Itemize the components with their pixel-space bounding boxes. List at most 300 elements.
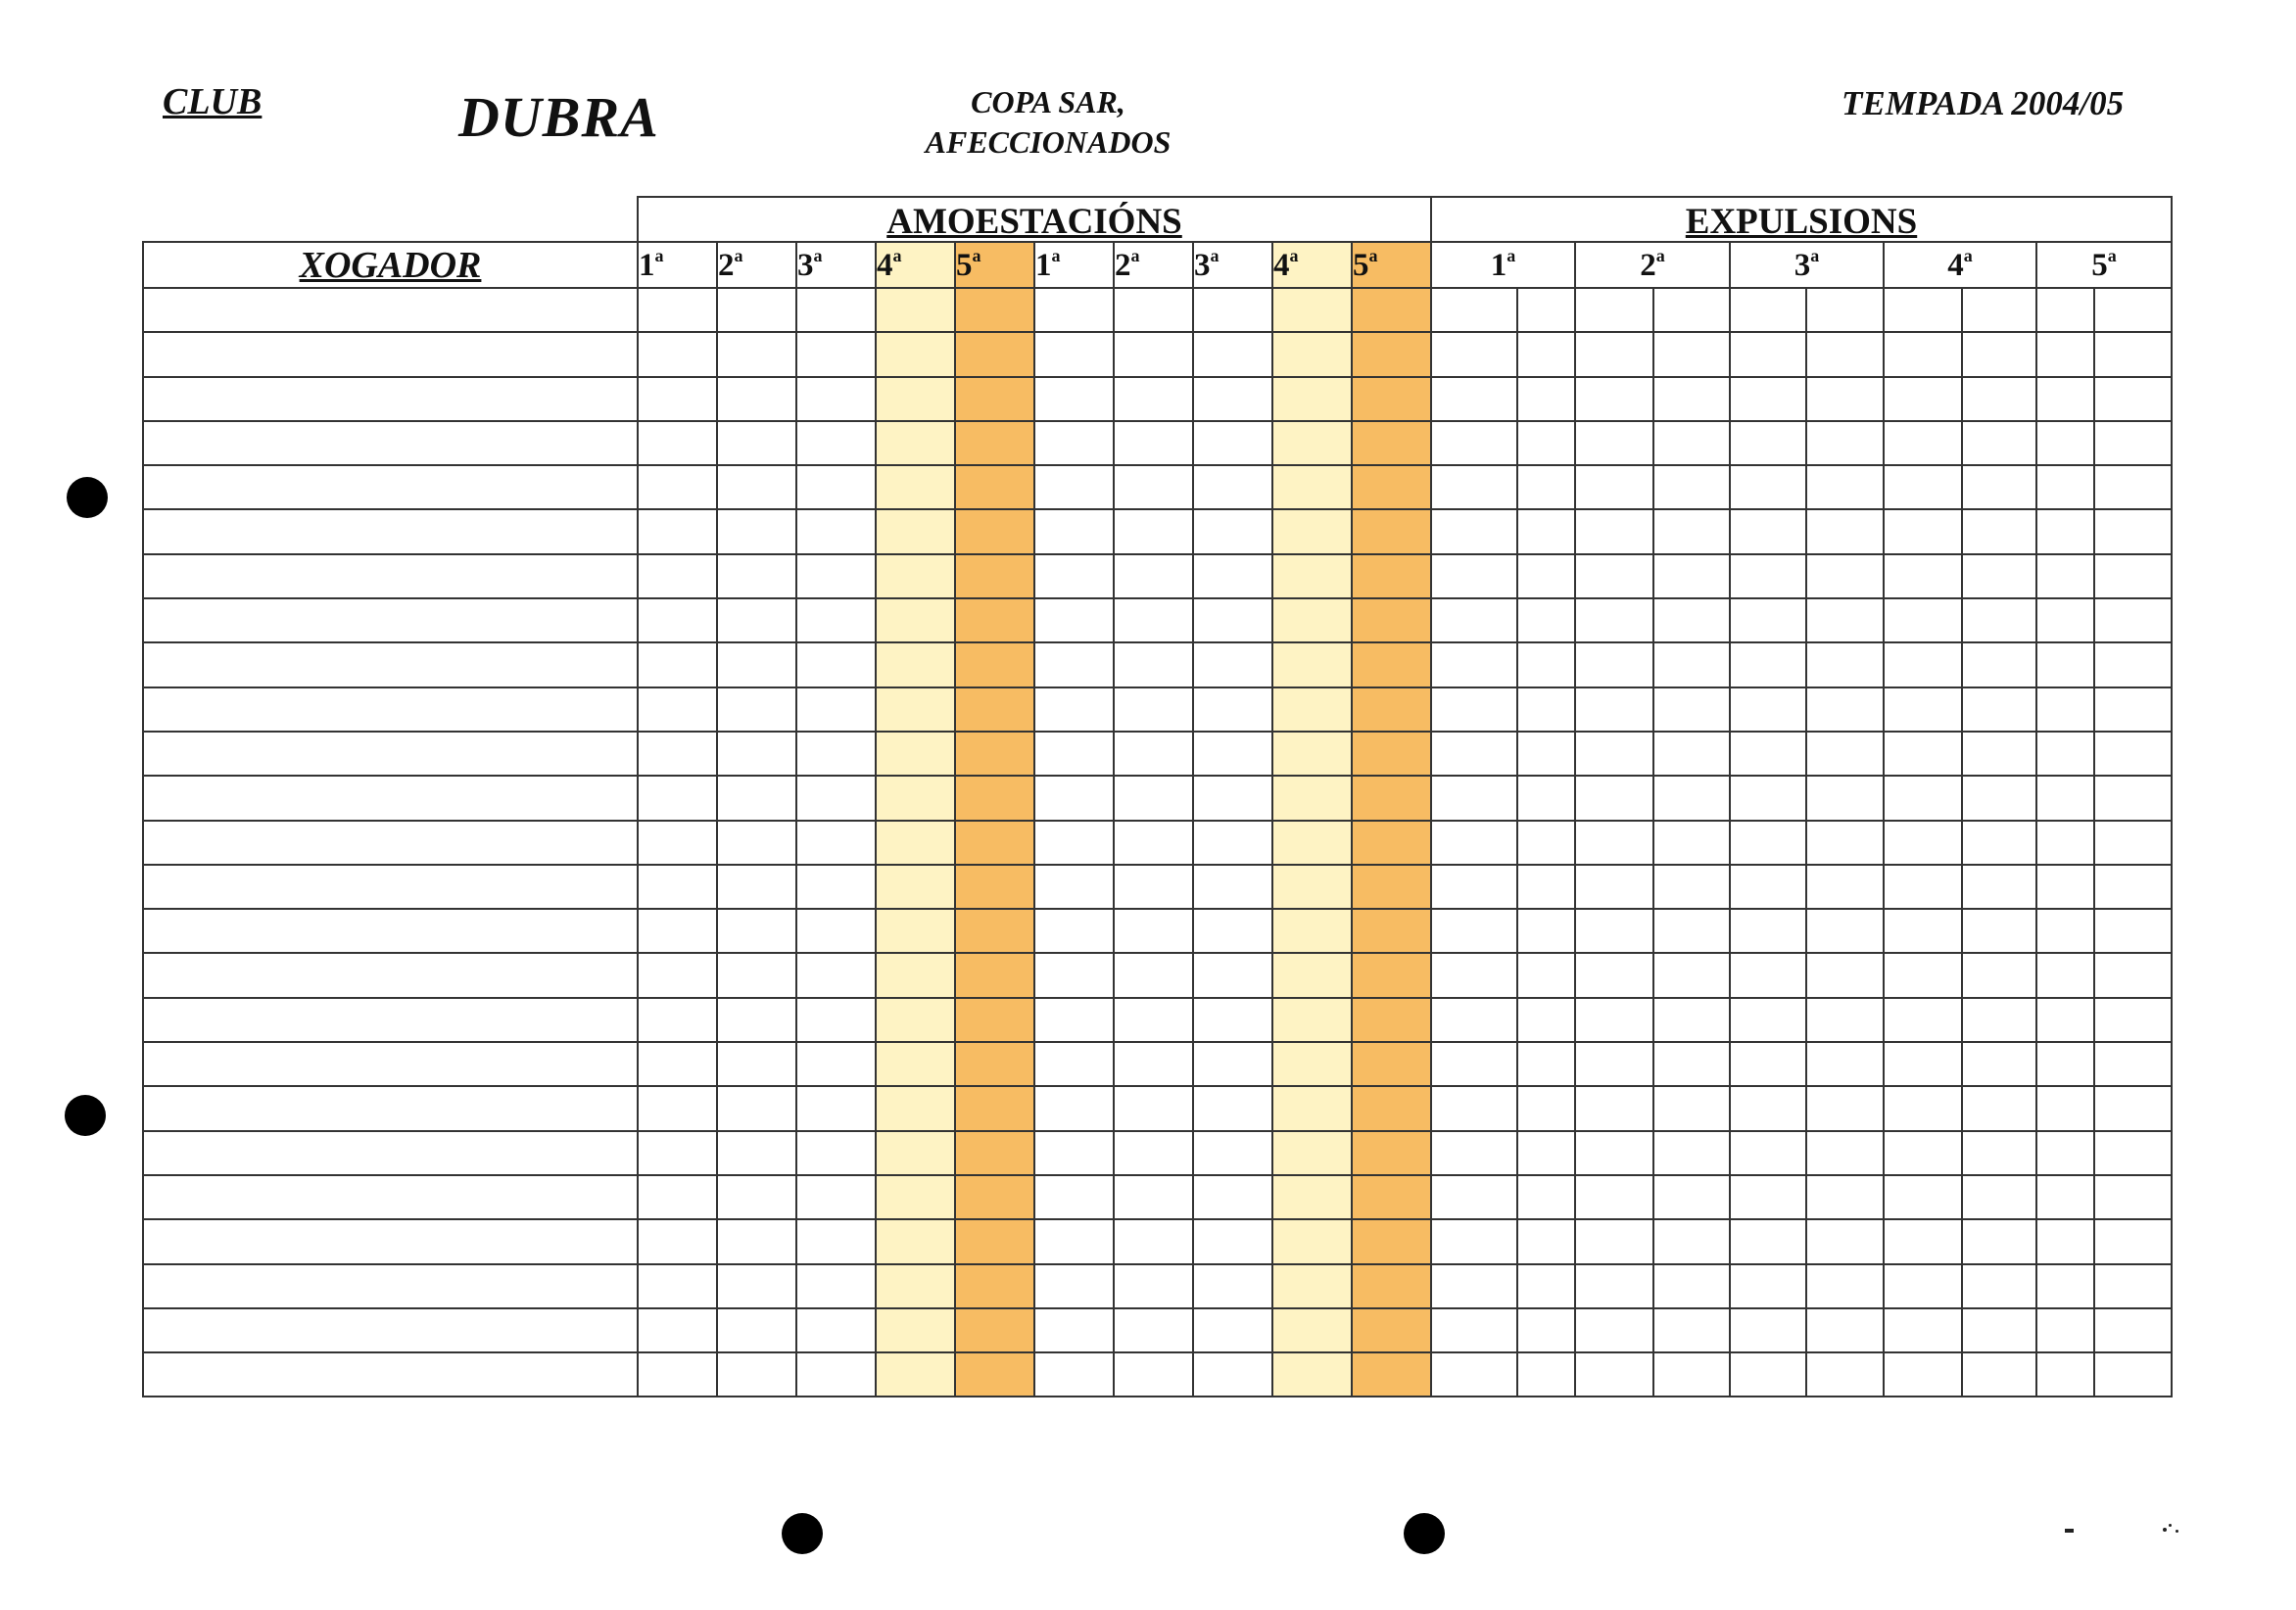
warning-cell[interactable] — [1034, 1131, 1114, 1175]
warning-cell[interactable] — [1114, 998, 1193, 1042]
warning-cell[interactable] — [796, 288, 876, 332]
warning-cell[interactable] — [638, 554, 717, 598]
warning-cell[interactable] — [876, 1308, 955, 1352]
warning-cell[interactable] — [955, 1042, 1034, 1086]
expulsion-cell[interactable] — [1730, 1086, 1806, 1130]
expulsion-cell[interactable] — [1431, 1308, 1517, 1352]
expulsion-cell[interactable] — [1653, 953, 1730, 997]
warning-cell[interactable] — [876, 288, 955, 332]
expulsion-cell[interactable] — [1517, 1264, 1575, 1308]
expulsion-cell[interactable] — [1962, 1086, 2036, 1130]
warning-cell[interactable] — [1034, 998, 1114, 1042]
expulsion-cell[interactable] — [1653, 332, 1730, 376]
warning-cell[interactable] — [1272, 421, 1352, 465]
warning-cell[interactable] — [1193, 821, 1272, 865]
expulsion-cell[interactable] — [1575, 732, 1653, 776]
expulsion-cell[interactable] — [1884, 1264, 1962, 1308]
warning-cell[interactable] — [876, 421, 955, 465]
expulsion-cell[interactable] — [1962, 332, 2036, 376]
warning-cell[interactable] — [955, 865, 1034, 909]
warning-cell[interactable] — [1193, 953, 1272, 997]
expulsion-cell[interactable] — [1653, 821, 1730, 865]
expulsion-cell[interactable] — [1884, 732, 1962, 776]
player-name-cell[interactable] — [143, 776, 638, 820]
player-name-cell[interactable] — [143, 1042, 638, 1086]
expulsion-cell[interactable] — [1517, 1308, 1575, 1352]
warning-cell[interactable] — [717, 465, 796, 509]
expulsion-cell[interactable] — [2094, 953, 2172, 997]
expulsion-cell[interactable] — [2036, 1352, 2094, 1397]
warning-cell[interactable] — [1352, 288, 1431, 332]
warning-cell[interactable] — [1193, 1175, 1272, 1219]
warning-cell[interactable] — [638, 598, 717, 642]
warning-cell[interactable] — [1193, 1086, 1272, 1130]
expulsion-cell[interactable] — [1653, 598, 1730, 642]
expulsion-cell[interactable] — [1730, 821, 1806, 865]
expulsion-cell[interactable] — [1884, 332, 1962, 376]
warning-cell[interactable] — [876, 598, 955, 642]
expulsion-cell[interactable] — [1884, 1219, 1962, 1263]
expulsion-cell[interactable] — [1575, 288, 1653, 332]
expulsion-cell[interactable] — [2036, 598, 2094, 642]
warning-cell[interactable] — [796, 1175, 876, 1219]
warning-cell[interactable] — [796, 732, 876, 776]
warning-cell[interactable] — [1034, 332, 1114, 376]
expulsion-cell[interactable] — [1884, 465, 1962, 509]
warning-cell[interactable] — [638, 288, 717, 332]
player-name-cell[interactable] — [143, 1219, 638, 1263]
expulsion-cell[interactable] — [2094, 377, 2172, 421]
warning-cell[interactable] — [1114, 909, 1193, 953]
warning-cell[interactable] — [876, 865, 955, 909]
player-name-cell[interactable] — [143, 1131, 638, 1175]
warning-cell[interactable] — [638, 953, 717, 997]
expulsion-cell[interactable] — [1806, 953, 1884, 997]
warning-cell[interactable] — [1193, 642, 1272, 687]
warning-cell[interactable] — [1193, 465, 1272, 509]
warning-cell[interactable] — [1114, 377, 1193, 421]
warning-cell[interactable] — [955, 998, 1034, 1042]
expulsion-cell[interactable] — [2094, 909, 2172, 953]
warning-cell[interactable] — [796, 1308, 876, 1352]
expulsion-cell[interactable] — [1806, 909, 1884, 953]
warning-cell[interactable] — [1352, 998, 1431, 1042]
expulsion-cell[interactable] — [1730, 1219, 1806, 1263]
warning-cell[interactable] — [638, 1264, 717, 1308]
warning-cell[interactable] — [717, 953, 796, 997]
expulsion-cell[interactable] — [1962, 642, 2036, 687]
expulsion-cell[interactable] — [1653, 1175, 1730, 1219]
warning-cell[interactable] — [717, 1175, 796, 1219]
expulsion-cell[interactable] — [1962, 1219, 2036, 1263]
warning-cell[interactable] — [638, 509, 717, 553]
warning-cell[interactable] — [1193, 687, 1272, 732]
expulsion-cell[interactable] — [1517, 509, 1575, 553]
warning-cell[interactable] — [1034, 509, 1114, 553]
expulsion-cell[interactable] — [1653, 909, 1730, 953]
warning-cell[interactable] — [638, 1219, 717, 1263]
expulsion-cell[interactable] — [1806, 998, 1884, 1042]
expulsion-cell[interactable] — [1962, 1352, 2036, 1397]
warning-cell[interactable] — [1034, 776, 1114, 820]
expulsion-cell[interactable] — [2036, 1131, 2094, 1175]
player-name-cell[interactable] — [143, 953, 638, 997]
player-name-cell[interactable] — [143, 509, 638, 553]
warning-cell[interactable] — [876, 377, 955, 421]
expulsion-cell[interactable] — [1962, 1175, 2036, 1219]
expulsion-cell[interactable] — [1806, 732, 1884, 776]
expulsion-cell[interactable] — [1517, 1042, 1575, 1086]
warning-cell[interactable] — [1114, 953, 1193, 997]
expulsion-cell[interactable] — [1517, 288, 1575, 332]
warning-cell[interactable] — [955, 953, 1034, 997]
warning-cell[interactable] — [955, 288, 1034, 332]
warning-cell[interactable] — [1272, 377, 1352, 421]
expulsion-cell[interactable] — [1575, 998, 1653, 1042]
warning-cell[interactable] — [1193, 865, 1272, 909]
warning-cell[interactable] — [717, 509, 796, 553]
expulsion-cell[interactable] — [1730, 377, 1806, 421]
warning-cell[interactable] — [955, 554, 1034, 598]
warning-cell[interactable] — [717, 1264, 796, 1308]
expulsion-cell[interactable] — [1517, 465, 1575, 509]
expulsion-cell[interactable] — [1962, 821, 2036, 865]
warning-cell[interactable] — [955, 1175, 1034, 1219]
warning-cell[interactable] — [638, 377, 717, 421]
warning-cell[interactable] — [955, 687, 1034, 732]
warning-cell[interactable] — [1352, 821, 1431, 865]
expulsion-cell[interactable] — [1575, 1131, 1653, 1175]
warning-cell[interactable] — [1352, 465, 1431, 509]
player-name-cell[interactable] — [143, 865, 638, 909]
expulsion-cell[interactable] — [1517, 377, 1575, 421]
expulsion-cell[interactable] — [2094, 421, 2172, 465]
expulsion-cell[interactable] — [1884, 1042, 1962, 1086]
expulsion-cell[interactable] — [1575, 821, 1653, 865]
expulsion-cell[interactable] — [2094, 1042, 2172, 1086]
warning-cell[interactable] — [1193, 1042, 1272, 1086]
warning-cell[interactable] — [876, 1042, 955, 1086]
warning-cell[interactable] — [1272, 732, 1352, 776]
warning-cell[interactable] — [1352, 776, 1431, 820]
warning-cell[interactable] — [796, 377, 876, 421]
expulsion-cell[interactable] — [2094, 821, 2172, 865]
warning-cell[interactable] — [876, 732, 955, 776]
warning-cell[interactable] — [876, 1131, 955, 1175]
warning-cell[interactable] — [1352, 554, 1431, 598]
warning-cell[interactable] — [796, 821, 876, 865]
warning-cell[interactable] — [1193, 554, 1272, 598]
warning-cell[interactable] — [1272, 554, 1352, 598]
expulsion-cell[interactable] — [1884, 1175, 1962, 1219]
expulsion-cell[interactable] — [2094, 1219, 2172, 1263]
warning-cell[interactable] — [638, 909, 717, 953]
warning-cell[interactable] — [1272, 1308, 1352, 1352]
expulsion-cell[interactable] — [2094, 1086, 2172, 1130]
warning-cell[interactable] — [1114, 865, 1193, 909]
expulsion-cell[interactable] — [2036, 998, 2094, 1042]
player-name-cell[interactable] — [143, 465, 638, 509]
expulsion-cell[interactable] — [1517, 554, 1575, 598]
expulsion-cell[interactable] — [1806, 1042, 1884, 1086]
expulsion-cell[interactable] — [1575, 865, 1653, 909]
expulsion-cell[interactable] — [1730, 1352, 1806, 1397]
warning-cell[interactable] — [955, 465, 1034, 509]
expulsion-cell[interactable] — [1575, 776, 1653, 820]
expulsion-cell[interactable] — [1962, 288, 2036, 332]
warning-cell[interactable] — [1034, 598, 1114, 642]
expulsion-cell[interactable] — [1575, 465, 1653, 509]
warning-cell[interactable] — [1272, 1131, 1352, 1175]
warning-cell[interactable] — [1193, 1352, 1272, 1397]
warning-cell[interactable] — [1193, 288, 1272, 332]
expulsion-cell[interactable] — [1730, 465, 1806, 509]
player-name-cell[interactable] — [143, 732, 638, 776]
expulsion-cell[interactable] — [1431, 687, 1517, 732]
warning-cell[interactable] — [955, 598, 1034, 642]
warning-cell[interactable] — [717, 865, 796, 909]
warning-cell[interactable] — [638, 998, 717, 1042]
expulsion-cell[interactable] — [1653, 1086, 1730, 1130]
expulsion-cell[interactable] — [1730, 909, 1806, 953]
expulsion-cell[interactable] — [1575, 1219, 1653, 1263]
warning-cell[interactable] — [955, 1264, 1034, 1308]
expulsion-cell[interactable] — [2036, 953, 2094, 997]
warning-cell[interactable] — [1114, 1086, 1193, 1130]
warning-cell[interactable] — [717, 687, 796, 732]
expulsion-cell[interactable] — [2094, 732, 2172, 776]
warning-cell[interactable] — [1352, 909, 1431, 953]
expulsion-cell[interactable] — [1806, 1219, 1884, 1263]
warning-cell[interactable] — [717, 732, 796, 776]
expulsion-cell[interactable] — [1962, 509, 2036, 553]
expulsion-cell[interactable] — [1653, 776, 1730, 820]
warning-cell[interactable] — [1272, 821, 1352, 865]
expulsion-cell[interactable] — [1653, 377, 1730, 421]
warning-cell[interactable] — [1272, 465, 1352, 509]
warning-cell[interactable] — [796, 642, 876, 687]
warning-cell[interactable] — [1114, 332, 1193, 376]
warning-cell[interactable] — [876, 1219, 955, 1263]
warning-cell[interactable] — [1034, 1042, 1114, 1086]
expulsion-cell[interactable] — [1653, 509, 1730, 553]
warning-cell[interactable] — [1034, 1352, 1114, 1397]
expulsion-cell[interactable] — [1431, 421, 1517, 465]
expulsion-cell[interactable] — [1806, 1352, 1884, 1397]
expulsion-cell[interactable] — [1575, 909, 1653, 953]
expulsion-cell[interactable] — [2036, 687, 2094, 732]
expulsion-cell[interactable] — [1653, 421, 1730, 465]
expulsion-cell[interactable] — [2094, 998, 2172, 1042]
warning-cell[interactable] — [1034, 642, 1114, 687]
expulsion-cell[interactable] — [1653, 865, 1730, 909]
warning-cell[interactable] — [717, 598, 796, 642]
expulsion-cell[interactable] — [1517, 421, 1575, 465]
expulsion-cell[interactable] — [1517, 776, 1575, 820]
warning-cell[interactable] — [1114, 288, 1193, 332]
expulsion-cell[interactable] — [1730, 865, 1806, 909]
expulsion-cell[interactable] — [1575, 421, 1653, 465]
expulsion-cell[interactable] — [1962, 1264, 2036, 1308]
warning-cell[interactable] — [1193, 998, 1272, 1042]
warning-cell[interactable] — [796, 421, 876, 465]
warning-cell[interactable] — [796, 1264, 876, 1308]
warning-cell[interactable] — [796, 465, 876, 509]
expulsion-cell[interactable] — [1653, 1042, 1730, 1086]
expulsion-cell[interactable] — [1431, 1175, 1517, 1219]
warning-cell[interactable] — [717, 421, 796, 465]
expulsion-cell[interactable] — [1962, 1308, 2036, 1352]
warning-cell[interactable] — [1352, 509, 1431, 553]
expulsion-cell[interactable] — [1653, 1352, 1730, 1397]
expulsion-cell[interactable] — [2036, 1264, 2094, 1308]
warning-cell[interactable] — [796, 332, 876, 376]
warning-cell[interactable] — [876, 821, 955, 865]
warning-cell[interactable] — [1272, 598, 1352, 642]
warning-cell[interactable] — [1114, 421, 1193, 465]
expulsion-cell[interactable] — [1962, 776, 2036, 820]
expulsion-cell[interactable] — [1517, 687, 1575, 732]
player-name-cell[interactable] — [143, 687, 638, 732]
expulsion-cell[interactable] — [1431, 1352, 1517, 1397]
expulsion-cell[interactable] — [1653, 642, 1730, 687]
warning-cell[interactable] — [1034, 687, 1114, 732]
warning-cell[interactable] — [1114, 821, 1193, 865]
warning-cell[interactable] — [955, 909, 1034, 953]
warning-cell[interactable] — [955, 1352, 1034, 1397]
expulsion-cell[interactable] — [1962, 909, 2036, 953]
warning-cell[interactable] — [1352, 642, 1431, 687]
warning-cell[interactable] — [717, 821, 796, 865]
warning-cell[interactable] — [1034, 865, 1114, 909]
player-name-cell[interactable] — [143, 1352, 638, 1397]
warning-cell[interactable] — [876, 953, 955, 997]
warning-cell[interactable] — [1272, 687, 1352, 732]
warning-cell[interactable] — [1352, 1352, 1431, 1397]
expulsion-cell[interactable] — [2094, 1308, 2172, 1352]
warning-cell[interactable] — [1272, 509, 1352, 553]
expulsion-cell[interactable] — [1431, 732, 1517, 776]
warning-cell[interactable] — [955, 642, 1034, 687]
expulsion-cell[interactable] — [1431, 865, 1517, 909]
warning-cell[interactable] — [955, 377, 1034, 421]
expulsion-cell[interactable] — [1884, 642, 1962, 687]
warning-cell[interactable] — [1034, 465, 1114, 509]
warning-cell[interactable] — [955, 421, 1034, 465]
warning-cell[interactable] — [638, 821, 717, 865]
expulsion-cell[interactable] — [1884, 1308, 1962, 1352]
warning-cell[interactable] — [1272, 998, 1352, 1042]
expulsion-cell[interactable] — [2094, 332, 2172, 376]
warning-cell[interactable] — [1352, 1219, 1431, 1263]
expulsion-cell[interactable] — [1431, 598, 1517, 642]
warning-cell[interactable] — [717, 776, 796, 820]
expulsion-cell[interactable] — [1884, 288, 1962, 332]
warning-cell[interactable] — [1034, 909, 1114, 953]
expulsion-cell[interactable] — [2036, 821, 2094, 865]
warning-cell[interactable] — [638, 332, 717, 376]
expulsion-cell[interactable] — [1806, 554, 1884, 598]
warning-cell[interactable] — [717, 909, 796, 953]
warning-cell[interactable] — [717, 1308, 796, 1352]
expulsion-cell[interactable] — [2094, 509, 2172, 553]
player-name-cell[interactable] — [143, 554, 638, 598]
warning-cell[interactable] — [1193, 909, 1272, 953]
expulsion-cell[interactable] — [2036, 288, 2094, 332]
expulsion-cell[interactable] — [1431, 509, 1517, 553]
warning-cell[interactable] — [1114, 642, 1193, 687]
expulsion-cell[interactable] — [1575, 1042, 1653, 1086]
warning-cell[interactable] — [1272, 909, 1352, 953]
expulsion-cell[interactable] — [1730, 332, 1806, 376]
warning-cell[interactable] — [796, 865, 876, 909]
warning-cell[interactable] — [796, 1086, 876, 1130]
expulsion-cell[interactable] — [2036, 909, 2094, 953]
expulsion-cell[interactable] — [1517, 865, 1575, 909]
expulsion-cell[interactable] — [1884, 909, 1962, 953]
warning-cell[interactable] — [717, 1131, 796, 1175]
warning-cell[interactable] — [955, 332, 1034, 376]
warning-cell[interactable] — [1114, 776, 1193, 820]
expulsion-cell[interactable] — [2036, 554, 2094, 598]
expulsion-cell[interactable] — [1806, 1264, 1884, 1308]
warning-cell[interactable] — [1034, 821, 1114, 865]
warning-cell[interactable] — [876, 642, 955, 687]
warning-cell[interactable] — [1272, 1086, 1352, 1130]
warning-cell[interactable] — [717, 1086, 796, 1130]
warning-cell[interactable] — [1272, 953, 1352, 997]
expulsion-cell[interactable] — [1431, 554, 1517, 598]
expulsion-cell[interactable] — [2036, 332, 2094, 376]
expulsion-cell[interactable] — [1431, 821, 1517, 865]
warning-cell[interactable] — [717, 1042, 796, 1086]
expulsion-cell[interactable] — [1884, 1352, 1962, 1397]
expulsion-cell[interactable] — [1517, 998, 1575, 1042]
player-name-cell[interactable] — [143, 821, 638, 865]
expulsion-cell[interactable] — [1431, 465, 1517, 509]
warning-cell[interactable] — [1352, 421, 1431, 465]
expulsion-cell[interactable] — [1575, 953, 1653, 997]
warning-cell[interactable] — [638, 1352, 717, 1397]
expulsion-cell[interactable] — [1517, 1352, 1575, 1397]
expulsion-cell[interactable] — [1730, 554, 1806, 598]
warning-cell[interactable] — [1352, 687, 1431, 732]
expulsion-cell[interactable] — [1730, 998, 1806, 1042]
warning-cell[interactable] — [638, 776, 717, 820]
warning-cell[interactable] — [638, 687, 717, 732]
player-name-cell[interactable] — [143, 909, 638, 953]
player-name-cell[interactable] — [143, 1086, 638, 1130]
warning-cell[interactable] — [1034, 288, 1114, 332]
warning-cell[interactable] — [796, 998, 876, 1042]
expulsion-cell[interactable] — [1517, 732, 1575, 776]
warning-cell[interactable] — [638, 465, 717, 509]
expulsion-cell[interactable] — [2094, 776, 2172, 820]
expulsion-cell[interactable] — [1431, 1131, 1517, 1175]
warning-cell[interactable] — [1352, 1264, 1431, 1308]
expulsion-cell[interactable] — [2094, 642, 2172, 687]
expulsion-cell[interactable] — [1884, 509, 1962, 553]
expulsion-cell[interactable] — [1730, 732, 1806, 776]
expulsion-cell[interactable] — [1431, 776, 1517, 820]
expulsion-cell[interactable] — [1653, 554, 1730, 598]
warning-cell[interactable] — [1114, 1352, 1193, 1397]
expulsion-cell[interactable] — [2036, 1086, 2094, 1130]
warning-cell[interactable] — [955, 776, 1034, 820]
expulsion-cell[interactable] — [1884, 1131, 1962, 1175]
expulsion-cell[interactable] — [1962, 998, 2036, 1042]
expulsion-cell[interactable] — [1575, 1352, 1653, 1397]
